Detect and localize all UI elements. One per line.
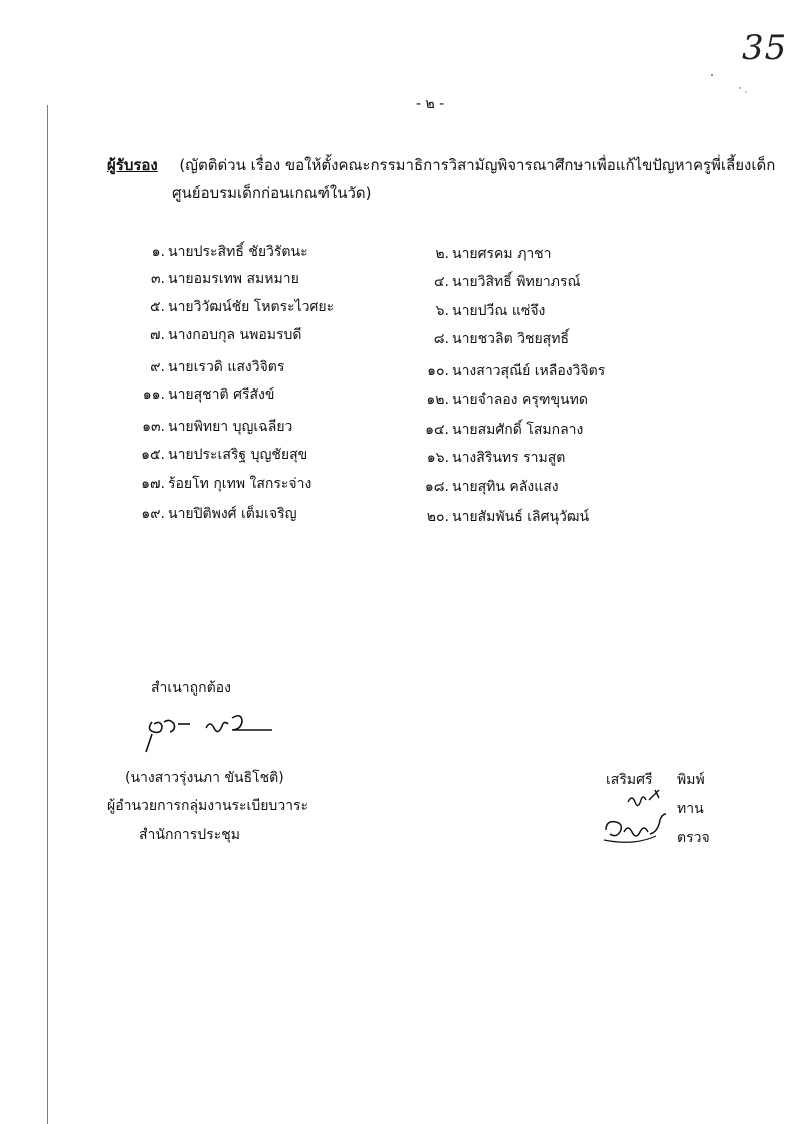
reviewer-initials: [625, 786, 665, 812]
signer-row: ๑๔. นายสมศักดิ์ โสมกลาง: [425, 422, 584, 438]
typist-role: พิมพ์: [677, 772, 705, 788]
scan-specks: [706, 70, 756, 100]
handwritten-page-number: 35: [742, 28, 788, 68]
signer-row: ๑๑. นายสุชาติ ศรีสังข์: [142, 387, 275, 403]
signer-row: ๒. นายศรคม ฦาชา: [435, 246, 552, 262]
endorser-label: ผู้รับรอง: [107, 156, 158, 174]
signer-row: ๕. นายวิวัฒน์ชัย โหตระไวศยะ: [149, 299, 335, 315]
certifier-position: ผู้อำนวยการกลุ่มงานระเบียบวาระ: [107, 798, 309, 814]
signer-row: ๑๓. นายพิทยา บุญเฉลียว: [142, 419, 293, 435]
signer-row: ๑๗. ร้อยโท กุเทพ ใสกระจ่าง: [141, 476, 312, 492]
signer-row: ๓. นายอมรเทพ สมหมาย: [150, 271, 299, 287]
signer-row: ๑๙. นายปิติพงศ์ เต็มเจริญ: [141, 506, 297, 522]
heading-line-2: ศูนย์อบรมเด็กก่อนเกณฑ์ในวัด): [172, 184, 372, 202]
signer-row: ๔. นายวิสิทธิ์ พิทยาภรณ์: [433, 274, 581, 290]
motion-title: (ญัตติด่วน เรื่อง ขอให้ตั้งคณะกรรมาธิการวิสามัญพิจารณาศึกษาเพื่อแก้ไขปัญหาครูพี่เลี้ยงเด็ก: [179, 156, 776, 174]
signer-row: ๑๖. นางสิรินทร รามสูต: [426, 450, 566, 466]
certifier-office: สำนักการประชุม: [139, 827, 240, 843]
signer-row: ๑๘. นายสุทิน คลังแสง: [424, 479, 559, 495]
signer-row: ๖. นายปวีณ แซ่จึง: [435, 303, 546, 319]
signer-row: ๑๐. นางสาวสุณีย์ เหลืองวิจิตร: [427, 363, 606, 379]
signer-row: ๙. นายเรวดิ แสงวิจิตร: [150, 359, 285, 375]
reviewer-role: ทาน: [677, 801, 704, 817]
page-number: - ๒ -: [416, 96, 445, 112]
typist-name: เสริมศรี: [606, 772, 653, 788]
heading-line-1: [107, 153, 775, 177]
checker-role: ตรวจ: [677, 830, 710, 846]
signer-row: ๑. นายประสิทธิ์ ชัยวิรัตนะ: [151, 244, 308, 260]
signer-row: ๑๕. นายประเสริฐ บุญชัยสุข: [141, 447, 308, 463]
checker-initials: [600, 812, 670, 846]
signer-row: ๗. นางกอบกุล นพอมรบดี: [150, 327, 302, 343]
certified-copy-label: สำเนาถูกต้อง: [151, 680, 231, 696]
scan-edge-line: [47, 105, 48, 1124]
certifier-name: (นางสาวรุ่งนภา ขันธิโชติ): [125, 770, 284, 786]
signer-row: ๘. นายชวลิต วิชยสุทธิ์: [433, 331, 570, 347]
certifier-signature: [140, 708, 280, 756]
signer-row: ๒๐. นายสัมพันธ์ เลิศนุวัฒน์: [426, 509, 590, 525]
signer-row: ๑๒. นายจำลอง ครุฑขุนทด: [426, 392, 588, 408]
